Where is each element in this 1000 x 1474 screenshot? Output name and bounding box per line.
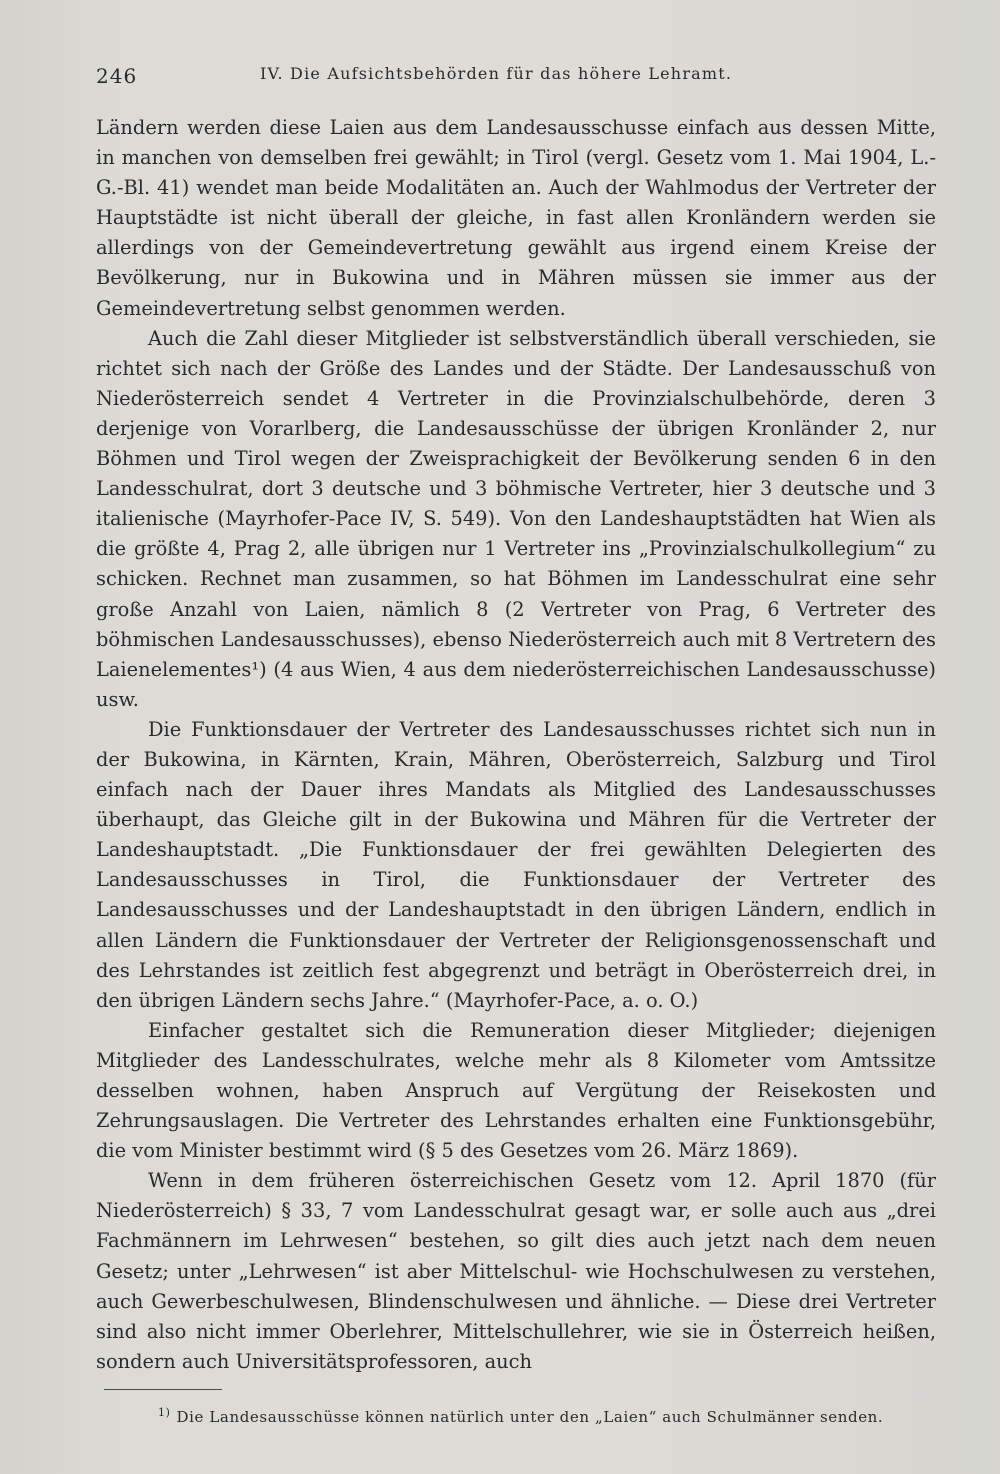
footnote-rule bbox=[104, 1389, 222, 1390]
footnote bbox=[158, 1402, 948, 1428]
footnote-text: Die Landesausschüsse können natürlich unter den „Laien“ auch Schulmänner senden. bbox=[176, 1408, 884, 1426]
body-text bbox=[96, 113, 936, 1377]
page-header bbox=[96, 64, 936, 94]
paragraph-3: Die Funktionsdauer der Vertreter des Landesausschusses richtet sich nun in der Bukowina, in Kärnten, Krain, Mähren, Oberösterreich, Salzburg und Tirol einfach nach der Dauer ihres Mandats als Mitglied des Landesausschusses überhaupt, das Gleiche gilt in der Bukowina und Mähren für die Vertreter der Landeshauptstadt. „Die Funktionsdauer der frei gewählten Delegierten des Landesausschusses in Tirol, die Funktionsdauer der Vertreter des Landesausschusses und der Landeshauptstadt in den übrigen Ländern, endlich in allen Ländern die Funktionsdauer der Vertreter der Religionsgenossenschaft und des Lehrstandes ist zeitlich fest abgegrenzt und beträgt in Oberösterreich drei, in den übrigen Ländern sechs Jahre.“ (Mayrhofer-Pace, a. o. O.) bbox=[96, 717, 936, 1012]
footnote-marker: 1) bbox=[158, 1406, 171, 1419]
running-head: IV. Die Aufsichtsbehörden für das höhere Lehramt. bbox=[260, 64, 733, 83]
paragraph-5: Wenn in dem früheren österreichischen Gesetz vom 12. April 1870 (für Niederösterreich) § 33, 7 vom Landesschulrat gesagt war, er solle auch aus „drei Fachmännern im Lehrwesen“ bestehen, so gilt dies auch jetzt nach dem neuen Gesetz; unter „Lehrwesen“ ist aber Mittelschul- wie Hochschulwesen zu verstehen, auch Gewerbeschulwesen, Blindenschulwesen und ähnliche. — Diese drei Vertreter sind also nicht immer Oberlehrer, Mittelschullehrer, wie sie in Österreich heißen, sondern auch Universitätsprofessoren, auch bbox=[96, 1169, 936, 1373]
paragraph-2: Auch die Zahl dieser Mitglieder ist selbstverständlich überall verschieden, sie richtet sich nach der Größe des Landes und der Städte. Der Landesausschuß von Niederösterreich sendet 4 Vertreter in die Provinzialschulbehörde, deren 3 derjenige von Vorarlberg, die Landesausschüsse der übrigen Kronländer 2, nur Böhmen und Tirol wegen der Zweisprachigkeit der Bevölkerung senden 6 in den Landesschulrat, dort 3 deutsche und 3 böhmische Vertreter, hier 3 deutsche und 3 italienische (Mayrhofer-Pace IV, S. 549). Von den Landeshauptstädten hat Wien als die größte 4, Prag 2, alle übrigen nur 1 Vertreter ins „Provinzialschulkollegium“ zu schicken. Rechnet man zusammen, so hat Böhmen im Landesschulrat eine sehr große Anzahl von Laien, nämlich 8 (2 Vertreter von Prag, 6 Vertreter des böhmischen Landesausschusses), ebenso Niederösterreich auch mit 8 Vertretern des Laienelementes¹) (4 aus Wien, 4 aus dem niederösterreichischen Landesausschusse) usw. bbox=[96, 326, 936, 711]
page-number: 246 bbox=[96, 64, 138, 88]
paragraph-4: Einfacher gestaltet sich die Remuneration dieser Mitglieder; diejenigen Mitglieder des Landesschulrates, welche mehr als 8 Kilometer vom Amtssitze desselben wohnen, haben Anspruch auf Vergütung der Reisekosten und Zehrungsauslagen. Die Vertreter des Lehrstandes erhalten eine Funktionsgebühr, die vom Minister bestimmt wird (§ 5 des Gesetzes vom 26. März 1869). bbox=[96, 1018, 936, 1163]
paragraph-1: Ländern werden diese Laien aus dem Landesausschusse einfach aus dessen Mitte, in manchen von demselben frei gewählt; in Tirol (vergl. Gesetz vom 1. Mai 1904, L.-G.-Bl. 41) wendet man beide Modalitäten an. Auch der Wahlmodus der Vertreter der Hauptstädte ist nicht überall der gleiche, in fast allen Kronländern werden sie allerdings von der Gemeindevertretung gewählt aus irgend einem Kreise der Bevölkerung, nur in Bukowina und in Mähren müssen sie immer aus der Gemeindevertretung selbst genommen werden. bbox=[96, 116, 936, 320]
